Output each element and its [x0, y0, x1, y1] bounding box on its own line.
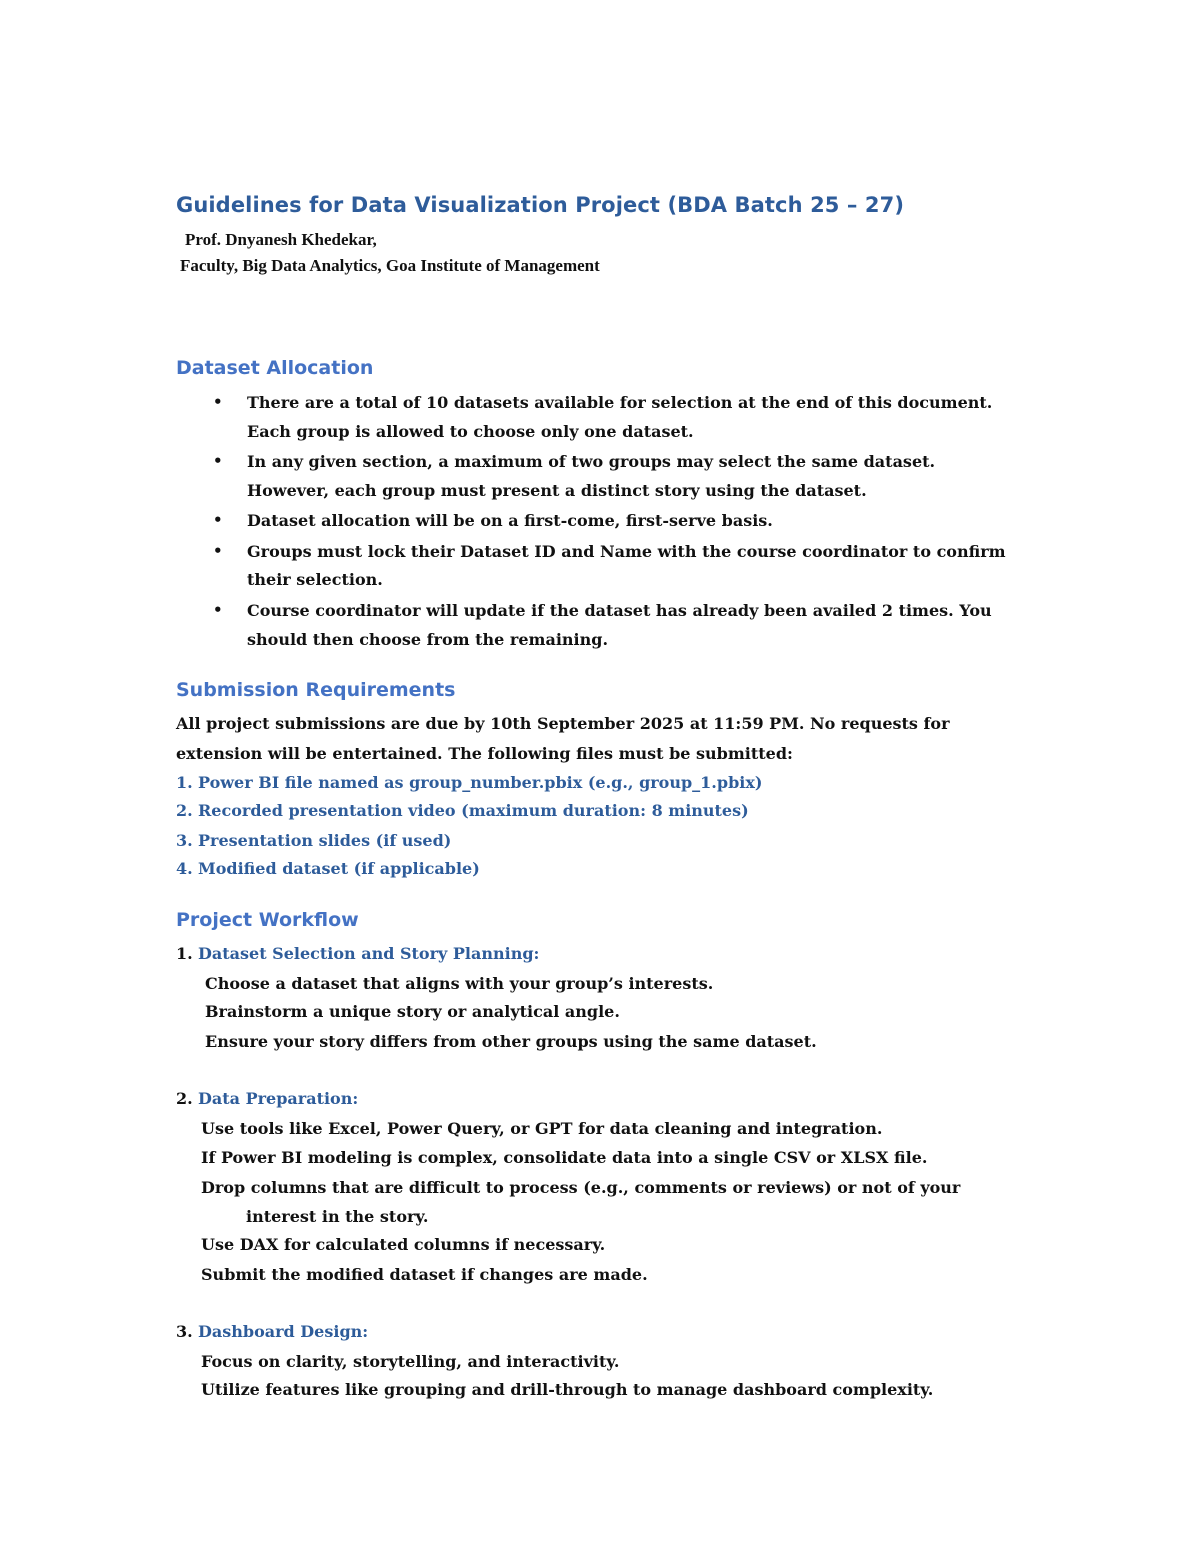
- file-3-text: Presentation slides (if used): [198, 831, 452, 850]
- step-2-title: Data Preparation:: [198, 1089, 359, 1108]
- file-2-text: Recorded presentation video (maximum duration: 8 minutes): [198, 801, 749, 820]
- allocation-item-1-line1: There are a total of 10 datasets available for selection at the end of this document.: [247, 393, 993, 412]
- step-3-number: 3.: [176, 1322, 193, 1341]
- step-2-line-3: Drop columns that are difficult to process (e.g., comments or reviews) or not of your: [201, 1178, 961, 1197]
- allocation-item-2-line2: However, each group must present a distinct story using the dataset.: [247, 481, 867, 500]
- page-title: Guidelines for Data Visualization Project (BDA Batch 25 – 27): [176, 193, 905, 217]
- author-name: Prof. Dnyanesh Khedekar,: [185, 230, 377, 249]
- step-2-line-4: interest in the story.: [246, 1207, 429, 1226]
- file-2-number: 2.: [176, 801, 193, 820]
- allocation-item-4-line2: their selection.: [247, 570, 383, 589]
- allocation-item-5-line1: Course coordinator will update if the dataset has already been availed 2 times. You: [247, 601, 992, 620]
- bullet-icon: •: [213, 452, 223, 470]
- step-2-line-1: Use tools like Excel, Power Query, or GPT for data cleaning and integration.: [201, 1119, 883, 1138]
- file-1-text: Power BI file named as group_number.pbix (e.g., group_1.pbix): [198, 773, 763, 792]
- allocation-item-3-line1: Dataset allocation will be on a first-come, first-serve basis.: [247, 511, 773, 530]
- step-1-line-3: Ensure your story differs from other groups using the same dataset.: [205, 1032, 817, 1051]
- bullet-icon: •: [213, 542, 223, 560]
- allocation-item-5-line2: should then choose from the remaining.: [247, 630, 609, 649]
- step-1-number: 1.: [176, 944, 193, 963]
- allocation-item-1-line2: Each group is allowed to choose only one dataset.: [247, 422, 694, 441]
- step-1-title: Dataset Selection and Story Planning:: [198, 944, 540, 963]
- step-3-title: Dashboard Design:: [198, 1322, 369, 1341]
- allocation-item-4-line1: Groups must lock their Dataset ID and Name with the course coordinator to confirm: [247, 542, 1006, 561]
- step-2-number: 2.: [176, 1089, 193, 1108]
- bullet-icon: •: [213, 601, 223, 619]
- step-1-line-1: Choose a dataset that aligns with your group’s interests.: [205, 974, 714, 993]
- submission-intro-line2: extension will be entertained. The following files must be submitted:: [176, 744, 793, 763]
- submission-intro-line1: All project submissions are due by 10th September 2025 at 11:59 PM. No requests for: [176, 714, 950, 733]
- step-2-line-2: If Power BI modeling is complex, consolidate data into a single CSV or XLSX file.: [201, 1148, 928, 1167]
- file-4-number: 4.: [176, 859, 193, 878]
- dataset-allocation-heading: Dataset Allocation: [176, 357, 374, 379]
- bullet-icon: •: [213, 393, 223, 411]
- step-3-line-1: Focus on clarity, storytelling, and interactivity.: [201, 1352, 620, 1371]
- file-1-number: 1.: [176, 773, 193, 792]
- bullet-icon: •: [213, 511, 223, 529]
- step-1-line-2: Brainstorm a unique story or analytical angle.: [205, 1002, 620, 1021]
- submission-heading: Submission Requirements: [176, 679, 456, 701]
- step-2-line-6: Submit the modified dataset if changes are made.: [201, 1265, 648, 1284]
- allocation-item-2-line1: In any given section, a maximum of two groups may select the same dataset.: [247, 452, 936, 471]
- author-affiliation: Faculty, Big Data Analytics, Goa Institute of Management: [180, 256, 600, 275]
- step-2-line-5: Use DAX for calculated columns if necessary.: [201, 1235, 606, 1254]
- file-4-text: Modified dataset (if applicable): [198, 859, 480, 878]
- step-3-line-2: Utilize features like grouping and drill-through to manage dashboard complexity.: [201, 1380, 934, 1399]
- file-3-number: 3.: [176, 831, 193, 850]
- workflow-heading: Project Workflow: [176, 909, 359, 931]
